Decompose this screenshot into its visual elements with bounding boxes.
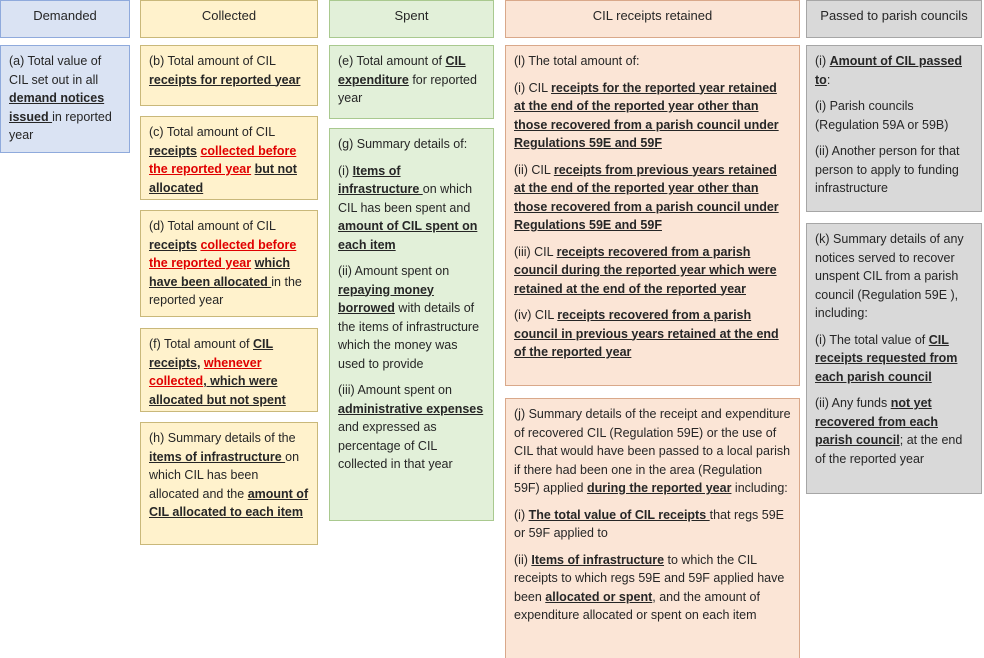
header-collected: Collected xyxy=(140,0,318,38)
box-b-receipts-reported-year: (b) Total amount of CIL receipts for reported year xyxy=(140,45,318,106)
box-k-recover-notices xyxy=(806,223,982,494)
item-j-ii: (ii) Items of infrastructure to which the CIL receipts to which regs 59E and 59F applied have been allocated or spent, and the amount of expenditure allocated or spent on each item xyxy=(514,552,785,622)
item-j-intro: (j) Summary details of the receipt and expenditure of recovered CIL (Regulation 59E) or the use of CIL that would have been passed to a local parish if there had been one in the area (Regulation 59F) applied during the reported year including: xyxy=(514,407,791,495)
header-spent: Spent xyxy=(329,0,494,38)
item-g-i: (i) Items of infrastructure on which CIL has been spent and amount of CIL spent on each item xyxy=(338,163,478,252)
box-l-total-retained: (l) The total amount of: (i) CIL receipts for the reported year retained at the end of the reported year other than those recovered from a parish council under Regulations 59E and 59F (ii) CIL receipts from previous years retained at the end of the reported year other than those recovered from a parish council under Regulations 59E and 59F (iii) CIL receipts recovered from a parish council during the reported year which were retained at the end of the reported year (iv) CIL receipts recovered from a parish council in previous years retained at the end of the reported year xyxy=(505,45,800,386)
item-l-ii: (ii) CIL receipts from previous years retained at the end of the reported year other than those recovered from a parish council under Regulations 59E and 59F xyxy=(514,162,779,232)
item-k-i: (i) The total value of CIL receipts requested from each parish council xyxy=(815,332,958,384)
item-l-iv: (iv) CIL receipts recovered from a parish council in previous years retained at the end of the reported year xyxy=(514,308,779,359)
item-j-i: (i) The total value of CIL receipts that regs 59E or 59F applied to xyxy=(514,507,784,540)
box-g-summary-spent: (g) Summary details of: (i) Items of infrastructure on which CIL has been spent and amount of CIL spent on each item (ii) Amount spent on repaying money borrowed with details of the items of infrastructure which the money was used to provide (iii) Amount spent on administrative expenses and expressed as percentage of CIL collected in that year xyxy=(329,128,494,521)
item-i-title: (i) Amount of CIL passed to: xyxy=(815,54,962,87)
header-retained: CIL receipts retained xyxy=(505,0,800,38)
box-j-recovered-cil xyxy=(505,398,800,658)
box-d-collected-allocated: (d) Total amount of CIL receipts collected before the reported year which have been allocated in the reported year xyxy=(140,210,318,317)
header-passed: Passed to parish councils xyxy=(806,0,982,38)
box-a-total-demanded: (a) Total value of CIL set out in all demand notices issued in reported year xyxy=(0,45,130,153)
item-k-ii: (ii) Any funds not yet recovered from each parish council; at the end of the reported year xyxy=(815,396,963,466)
box-i-passed xyxy=(806,45,982,212)
item-i-i: (i) Parish councils (Regulation 59A or 59B) xyxy=(815,99,949,132)
box-h-items-allocated: (h) Summary details of the items of infrastructure on which CIL has been allocated and the amount of CIL allocated to each item xyxy=(140,422,318,545)
item-l-i: (i) CIL receipts for the reported year retained at the end of the reported year other than those recovered from a parish council under Regulations 59E and 59F xyxy=(514,80,779,150)
header-demanded: Demanded xyxy=(0,0,130,38)
item-i-ii: (ii) Another person for that person to apply to funding infrastructure xyxy=(815,144,960,195)
item-g-iii: (iii) Amount spent on administrative expenses and expressed as percentage of CIL collected in that year xyxy=(338,383,484,471)
item-k-intro: (k) Summary details of any notices served to recover unspent CIL from a parish council (Regulation 59E ), including: xyxy=(815,232,964,320)
item-g-ii: (ii) Amount spent on repaying money borrowed with details of the items of infrastructure which the money was used to provide xyxy=(338,264,480,371)
box-e-cil-expenditure: (e) Total amount of CIL expenditure for reported year xyxy=(329,45,494,119)
item-l-iii: (iii) CIL receipts recovered from a parish council during the reported year which were retained at the end of the reported year xyxy=(514,244,777,296)
box-f-allocated-not-spent: (f) Total amount of CIL receipts, whenever collected, which were allocated but not spent xyxy=(140,328,318,412)
box-c-collected-not-allocated: (c) Total amount of CIL receipts collected before the reported year but not allocated xyxy=(140,116,318,200)
